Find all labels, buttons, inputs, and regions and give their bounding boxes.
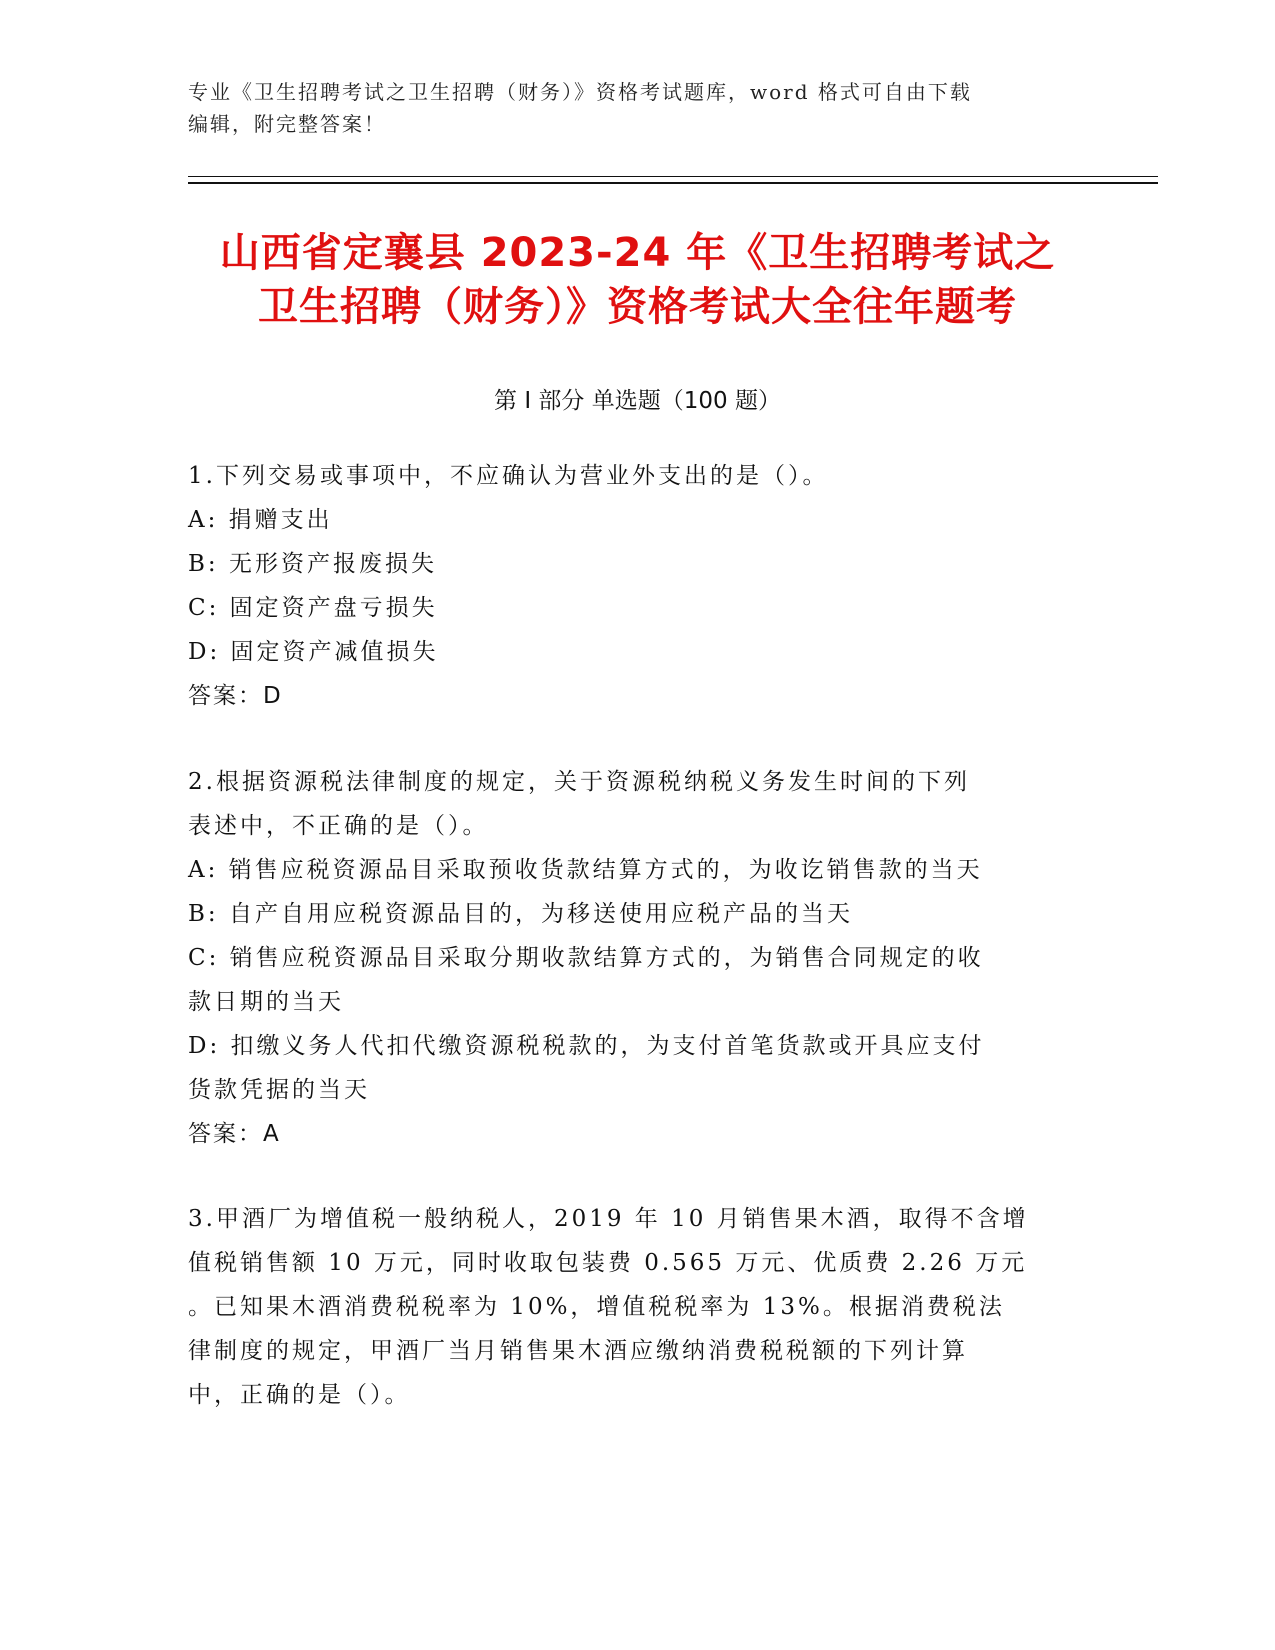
question-2-option-d: D: 扣缴义务人代扣代缴资源税税款的，为支付首笔货款或开具应支付	[188, 1033, 985, 1059]
question-3-stem: 值税销售额 10 万元，同时收取包装费 0.565 万元、优质费 2.26 万元	[188, 1250, 1028, 1276]
header-note-line: 编辑，附完整答案！	[188, 112, 386, 136]
document-title-line: 山西省定襄县 2023-24 年《卫生招聘考试之	[219, 230, 1056, 276]
question-1-option-b: B: 无形资产报废损失	[188, 551, 437, 577]
question-3-stem: 律制度的规定，甲酒厂当月销售果木酒应缴纳消费税税额的下列计算	[188, 1338, 968, 1364]
question-3-stem: 。已知果木酒消费税税率为 10%，增值税税率为 13%。根据消费税法	[188, 1294, 1005, 1320]
question-1-option-a: A: 捐赠支出	[188, 507, 333, 533]
question-1-stem: 1.下列交易或事项中，不应确认为营业外支出的是（）。	[188, 463, 829, 489]
question-2-stem: 2.根据资源税法律制度的规定，关于资源税纳税义务发生时间的下列	[188, 769, 970, 795]
question-2-option-c: 款日期的当天	[188, 989, 344, 1015]
question-1-option-c: C: 固定资产盘亏损失	[188, 595, 438, 621]
header-divider-thin	[188, 176, 1158, 177]
question-2-option-a: A: 销售应税资源品目采取预收货款结算方式的，为收讫销售款的当天	[188, 857, 983, 883]
header-divider-thick	[188, 182, 1158, 184]
question-2-stem: 表述中，不正确的是（）。	[188, 813, 489, 839]
section-title: 第 I 部分 单选题（100 题）	[494, 388, 781, 414]
question-1-option-d: D: 固定资产减值损失	[188, 639, 439, 665]
question-2-option-c: C: 销售应税资源品目采取分期收款结算方式的，为销售合同规定的收	[188, 945, 984, 971]
document-title	[140, 226, 1135, 334]
question-1-answer: 答案：D	[188, 683, 283, 709]
question-2-option-d: 货款凭据的当天	[188, 1077, 370, 1103]
question-2-answer: 答案：A	[188, 1121, 281, 1147]
header-note	[188, 76, 1088, 140]
question-3-stem: 3.甲酒厂为增值税一般纳税人，2019 年 10 月销售果木酒，取得不含增	[188, 1206, 1029, 1232]
document-title-line: 卫生招聘（财务）》资格考试大全往年题考	[258, 284, 1017, 330]
header-note-line: 专业《卫生招聘考试之卫生招聘（财务）》资格考试题库，word 格式可自由下载	[188, 80, 972, 104]
question-3-stem: 中，正确的是（）。	[188, 1382, 411, 1408]
question-2-option-b: B: 自产自用应税资源品目的，为移送使用应税产品的当天	[188, 901, 853, 927]
